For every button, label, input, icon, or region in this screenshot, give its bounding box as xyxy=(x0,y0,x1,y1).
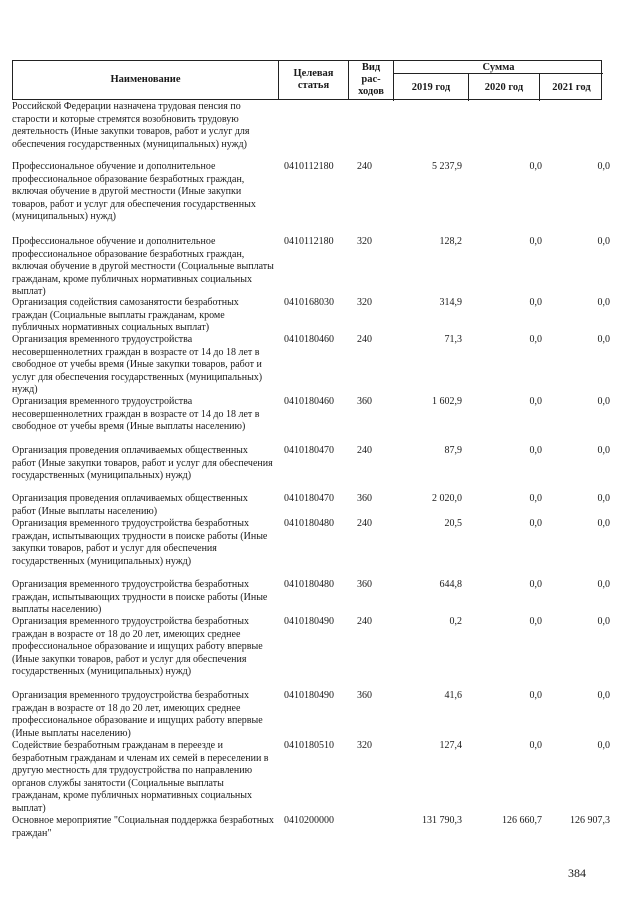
row-2019: 87,9 xyxy=(444,445,462,456)
row-2020: 0,0 xyxy=(529,518,542,529)
row-2021: 0,0 xyxy=(597,579,610,590)
row-2019: 41,6 xyxy=(444,690,462,701)
row-2021: 0,0 xyxy=(597,297,610,308)
row-code: 0410180490 xyxy=(284,690,334,701)
row-2019: 71,3 xyxy=(444,334,462,345)
row-vid: 240 xyxy=(357,161,372,172)
row-vid: 360 xyxy=(357,396,372,407)
row-name: Организация временного трудоустройства безработных граждан, испытывающих трудности в поиске работы (Иные выплаты населению) xyxy=(12,579,268,616)
header-2021: 2021 год xyxy=(539,74,603,101)
row-name: Организация проведения оплачиваемых общественных работ (Иные выплаты населению) xyxy=(12,493,248,517)
row-2020: 0,0 xyxy=(529,396,542,407)
row-2020: 0,0 xyxy=(529,445,542,456)
row-name: Организация временного трудоустройства безработных граждан, испытывающих трудности в поиске работы (Иные закупки товаров, работ и услуг для обеспечения государственных (муниципальных) нужд) xyxy=(12,518,268,567)
row-name: Организация временного трудоустройства безработных граждан в возрасте от 18 до 20 лет, имеющих среднее профессиональное образование и ищущих работу впервые (Иные закупки товаров, работ и услуг для обеспечения государственных (муниципальных) нужд) xyxy=(12,616,263,678)
header-target-article: Целевая статья xyxy=(278,61,348,99)
row-2021: 0,0 xyxy=(597,396,610,407)
row-2020: 0,0 xyxy=(529,493,542,504)
row-2021: 0,0 xyxy=(597,616,610,627)
row-vid: 360 xyxy=(357,690,372,701)
row-vid: 240 xyxy=(357,445,372,456)
row-name: Основное мероприятие "Социальная поддержка безработных граждан" xyxy=(12,815,274,839)
row-name: Российской Федерации назначена трудовая пенсия по старости и которые стремятся возобновить трудовую деятельность (Иные закупки товаров, работ и услуг для обеспечения государственных (муниципальных) нужд) xyxy=(12,101,250,150)
row-name: Профессиональное обучение и дополнительное профессиональное образование безработных граждан, включая обучение в другой местности (Социальные выплаты гражданам, кроме публичных нормативных социальных выплат) xyxy=(12,236,274,298)
row-name: Профессиональное обучение и дополнительное профессиональное образование безработных граждан, включая обучение в другой местности (Иные закупки товаров, работ и услуг для обеспечения государственных (муниципальных) нужд) xyxy=(12,161,256,223)
row-2021: 0,0 xyxy=(597,493,610,504)
table-header xyxy=(12,60,602,100)
row-vid: 240 xyxy=(357,334,372,345)
row-2020: 0,0 xyxy=(529,579,542,590)
row-code: 0410180470 xyxy=(284,445,334,456)
row-2019: 0,2 xyxy=(449,616,462,627)
row-vid: 320 xyxy=(357,236,372,247)
row-2019: 20,5 xyxy=(444,518,462,529)
row-2021: 0,0 xyxy=(597,690,610,701)
row-code: 0410180480 xyxy=(284,579,334,590)
row-2020: 0,0 xyxy=(529,690,542,701)
row-code: 0410112180 xyxy=(284,236,334,247)
row-2021: 126 907,3 xyxy=(570,815,610,826)
header-vid xyxy=(348,61,393,99)
row-name: Организация содействия самозанятости безработных граждан (Социальные выплаты гражданам, кроме публичных нормативных социальных выплат) xyxy=(12,297,239,334)
row-code: 0410180510 xyxy=(284,740,334,751)
row-name: Организация временного трудоустройства несовершеннолетних граждан в возрасте от 14 до 18 лет в свободное от учебы время (Иные закупки товаров, работ и услуг для обеспечения государственных (муниципальных) нужд) xyxy=(12,334,263,396)
row-2019: 314,9 xyxy=(439,297,462,308)
row-code: 0410112180 xyxy=(284,161,334,172)
row-2021: 0,0 xyxy=(597,740,610,751)
row-code: 0410180470 xyxy=(284,493,334,504)
header-name: Наименование xyxy=(110,74,181,85)
row-name: Организация временного трудоустройства несовершеннолетних граждан в возрасте от 14 до 18 лет в свободное от учебы время (Иные выплаты населению) xyxy=(12,396,260,433)
row-2020: 0,0 xyxy=(529,616,542,627)
header-sum: Сумма xyxy=(393,61,603,74)
header-2020: 2020 год xyxy=(468,74,539,101)
row-2021: 0,0 xyxy=(597,518,610,529)
row-2020: 0,0 xyxy=(529,161,542,172)
row-2020: 0,0 xyxy=(529,334,542,345)
row-vid: 320 xyxy=(357,740,372,751)
row-name: Организация проведения оплачиваемых общественных работ (Иные закупки товаров, работ и услуг для обеспечения государственных (муниципальных) нужд) xyxy=(12,445,273,482)
row-2019: 644,8 xyxy=(439,579,462,590)
row-2019: 127,4 xyxy=(439,740,462,751)
header-2019: 2019 год xyxy=(393,74,468,101)
row-vid: 320 xyxy=(357,297,372,308)
row-name: Содействие безработным гражданам в переезде и безработным гражданам и членам их семей в переселении в другую местность для трудоустройства по направлению органов службы занятости (Социальные выплаты гражданам, кроме публичных нормативных социальных выплат) xyxy=(12,740,269,814)
row-2019: 1 602,9 xyxy=(432,396,462,407)
row-2021: 0,0 xyxy=(597,236,610,247)
row-2019: 2 020,0 xyxy=(432,493,462,504)
row-2020: 0,0 xyxy=(529,740,542,751)
page-number: 384 xyxy=(568,866,586,880)
row-2020: 0,0 xyxy=(529,236,542,247)
row-vid: 240 xyxy=(357,518,372,529)
row-vid: 360 xyxy=(357,579,372,590)
row-2019: 128,2 xyxy=(439,236,462,247)
row-2020: 0,0 xyxy=(529,297,542,308)
row-2021: 0,0 xyxy=(597,445,610,456)
header-vid-line3: ходов xyxy=(358,86,384,97)
row-2019: 131 790,3 xyxy=(422,815,462,826)
row-code: 0410180480 xyxy=(284,518,334,529)
row-vid: 240 xyxy=(357,616,372,627)
row-code: 0410168030 xyxy=(284,297,334,308)
row-2019: 5 237,9 xyxy=(432,161,462,172)
row-code: 0410180460 xyxy=(284,334,334,345)
row-name: Организация временного трудоустройства безработных граждан в возрасте от 18 до 20 лет, имеющих среднее профессиональное образование и ищущих работу впервые (Иные выплаты населению) xyxy=(12,690,263,739)
row-code: 0410180490 xyxy=(284,616,334,627)
row-code: 0410180460 xyxy=(284,396,334,407)
row-2020: 126 660,7 xyxy=(502,815,542,826)
header-vid-line1: Вид xyxy=(361,62,381,73)
row-2021: 0,0 xyxy=(597,334,610,345)
row-code: 0410200000 xyxy=(284,815,334,826)
header-vid-line2: рас- xyxy=(361,74,381,85)
row-2021: 0,0 xyxy=(597,161,610,172)
row-vid: 360 xyxy=(357,493,372,504)
